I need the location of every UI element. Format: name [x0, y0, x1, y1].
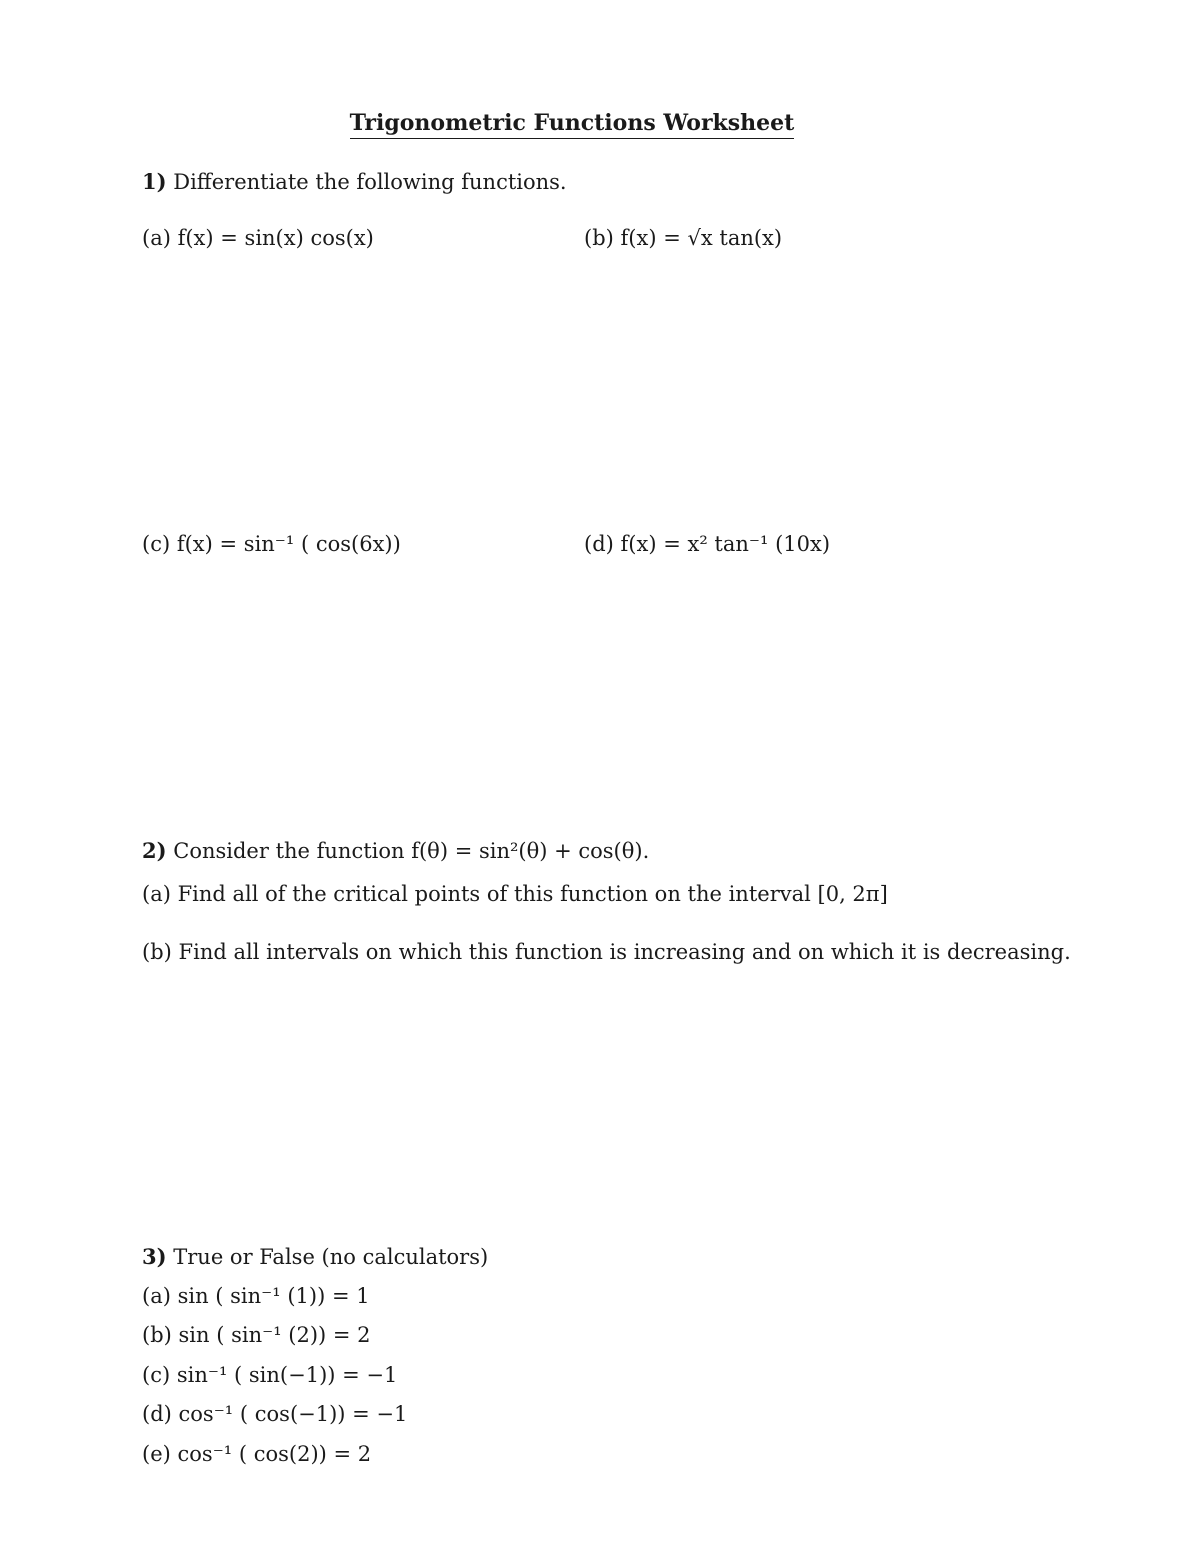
question-2a — [142, 884, 888, 905]
question-3e — [142, 1444, 371, 1465]
question-3c-expression: sin⁻¹ ( sin(−1)) = −1 — [176, 1363, 398, 1387]
question-1c-expression: f(x) = sin⁻¹ ( cos(6x)) — [176, 532, 401, 556]
question-1-number: 1) — [142, 169, 167, 194]
question-3d-expression: cos⁻¹ ( cos(−1)) = −1 — [178, 1402, 408, 1426]
question-1c-label: (c) — [142, 532, 171, 556]
question-1a — [142, 228, 374, 249]
question-1d — [584, 534, 830, 555]
question-1c — [142, 534, 401, 555]
worksheet-title — [0, 112, 1144, 139]
question-2a-label: (a) — [142, 882, 171, 906]
question-2b-text: Find all intervals on which this function is increasing and on which it is decreasing. — [178, 940, 1071, 964]
question-1b-label: (b) — [584, 226, 614, 250]
question-3d — [142, 1404, 407, 1425]
question-2-heading — [142, 840, 649, 862]
question-1-heading — [142, 171, 567, 193]
question-3b-label: (b) — [142, 1323, 172, 1347]
question-2a-text: Find all of the critical points of this function on the interval [0, 2π] — [177, 882, 888, 906]
question-2b-label: (b) — [142, 940, 172, 964]
question-3c — [142, 1365, 397, 1386]
question-1d-label: (d) — [584, 532, 614, 556]
question-1b — [584, 228, 782, 249]
worksheet-title-text: Trigonometric Functions Worksheet — [350, 112, 795, 139]
question-3d-label: (d) — [142, 1402, 172, 1426]
question-1d-expression: f(x) = x² tan⁻¹ (10x) — [620, 532, 831, 556]
question-3c-label: (c) — [142, 1363, 171, 1387]
question-3a-expression: sin ( sin⁻¹ (1)) = 1 — [177, 1284, 370, 1308]
question-1a-expression: f(x) = sin(x) cos(x) — [177, 226, 374, 250]
question-3-number: 3) — [142, 1244, 167, 1269]
question-1b-expression: f(x) = √x tan(x) — [620, 226, 783, 250]
question-2b — [142, 942, 1071, 963]
question-2-prompt: Consider the function f(θ) = sin²(θ) + cos(θ). — [173, 839, 650, 863]
question-1a-label: (a) — [142, 226, 171, 250]
question-3e-label: (e) — [142, 1442, 171, 1466]
question-2-number: 2) — [142, 838, 167, 863]
question-1-prompt: Differentiate the following functions. — [173, 170, 567, 194]
question-3b-expression: sin ( sin⁻¹ (2)) = 2 — [178, 1323, 371, 1347]
question-3b — [142, 1325, 371, 1346]
question-3e-expression: cos⁻¹ ( cos(2)) = 2 — [177, 1442, 372, 1466]
question-3a-label: (a) — [142, 1284, 171, 1308]
question-3a — [142, 1286, 370, 1307]
question-3-heading — [142, 1246, 488, 1268]
question-3-prompt: True or False (no calculators) — [173, 1245, 489, 1269]
